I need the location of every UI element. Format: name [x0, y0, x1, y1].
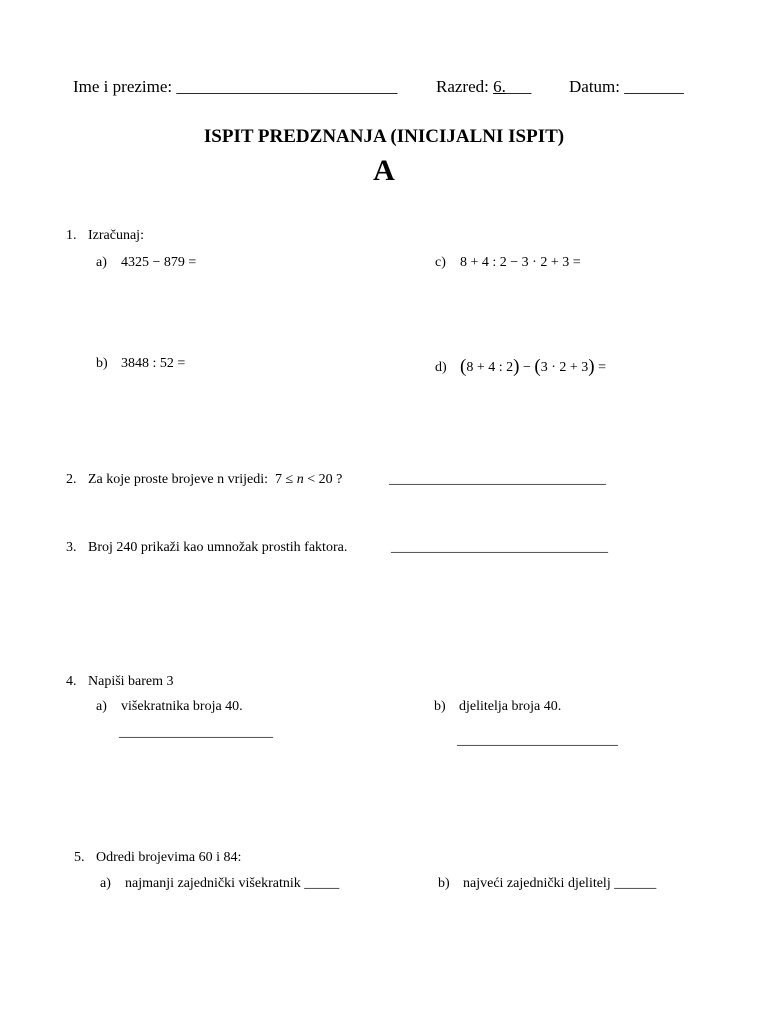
- question-number: 2.: [66, 472, 77, 487]
- math-expression: [275, 472, 342, 487]
- math-expression: 3848 : 52 =: [121, 356, 186, 371]
- subitem-label: c): [435, 255, 446, 270]
- question-1: [66, 228, 144, 244]
- question-text: Napiši barem 3: [88, 674, 174, 689]
- question-4a: [96, 699, 243, 715]
- subitem-label: b): [96, 356, 108, 371]
- answer-blank-3[interactable]: _______________________________: [391, 540, 608, 555]
- question-1a: [96, 255, 196, 271]
- question-5b: [438, 876, 656, 892]
- subitem-text: djelitelja broja 40.: [459, 699, 562, 714]
- question-3: [66, 540, 347, 556]
- math-term: 3 · 2 + 3: [540, 360, 589, 375]
- question-number: 1.: [66, 228, 77, 243]
- subitem-label: a): [100, 876, 111, 891]
- math-term: 8 + 4 : 2: [466, 360, 514, 375]
- date-blank[interactable]: _______: [624, 77, 684, 96]
- question-1c: [435, 255, 581, 271]
- class-blank[interactable]: ___: [505, 77, 532, 96]
- subitem-text: najmanji zajednički višekratnik _____: [125, 876, 340, 891]
- close-paren: ): [513, 356, 520, 377]
- subitem-label: a): [96, 255, 107, 270]
- question-2: [66, 472, 342, 488]
- open-paren: (: [534, 356, 541, 377]
- question-4b: [434, 699, 561, 715]
- question-text: Broj 240 prikaži kao umnožak prostih faktora.: [88, 540, 348, 555]
- math-operator: −: [519, 360, 535, 375]
- question-text: Odredi brojevima 60 i 84:: [96, 850, 242, 865]
- subitem-label: d): [435, 360, 447, 375]
- math-term: 7 ≤: [275, 472, 294, 487]
- name-label: Ime i prezime:: [73, 77, 173, 96]
- subitem-label: b): [434, 699, 446, 714]
- answer-blank-2[interactable]: _______________________________: [389, 472, 606, 487]
- question-number: 4.: [66, 674, 77, 689]
- open-paren: (: [460, 356, 467, 377]
- math-operator: =: [594, 360, 606, 375]
- question-number: 5.: [74, 850, 85, 865]
- name-field[interactable]: [73, 77, 397, 97]
- subitem-text: najveći zajednički djelitelj ______: [463, 876, 657, 891]
- subitem-label: b): [438, 876, 450, 891]
- test-variant: A: [373, 154, 395, 187]
- question-5: [74, 850, 241, 866]
- class-label: Razred:: [436, 77, 489, 96]
- page-title: ISPIT PREDZNANJA (INICIJALNI ISPIT): [203, 126, 565, 147]
- name-blank[interactable]: __________________________: [176, 77, 398, 96]
- question-text: Za koje proste brojeve n vrijedi:: [88, 472, 268, 487]
- date-field[interactable]: [569, 77, 684, 97]
- question-1b: [96, 356, 185, 372]
- question-1d: [435, 356, 606, 378]
- answer-blank-4b[interactable]: _______________________: [457, 733, 618, 748]
- class-field[interactable]: [436, 77, 531, 97]
- math-expression: [460, 356, 606, 377]
- answer-blank-4a[interactable]: ______________________: [119, 725, 273, 740]
- question-text: Izračunaj:: [88, 228, 144, 243]
- math-variable: n: [296, 472, 304, 487]
- math-expression: 4325 − 879 =: [121, 255, 197, 270]
- question-5a: [100, 876, 339, 892]
- math-term: < 20 ?: [307, 472, 343, 487]
- subitem-label: a): [96, 699, 107, 714]
- close-paren: ): [588, 356, 595, 377]
- math-expression: 8 + 4 : 2 − 3 · 2 + 3 =: [460, 255, 581, 270]
- date-label: Datum:: [569, 77, 620, 96]
- subitem-text: višekratnika broja 40.: [121, 699, 243, 714]
- question-4: [66, 674, 174, 690]
- class-value: 6.: [493, 77, 506, 96]
- question-number: 3.: [66, 540, 77, 555]
